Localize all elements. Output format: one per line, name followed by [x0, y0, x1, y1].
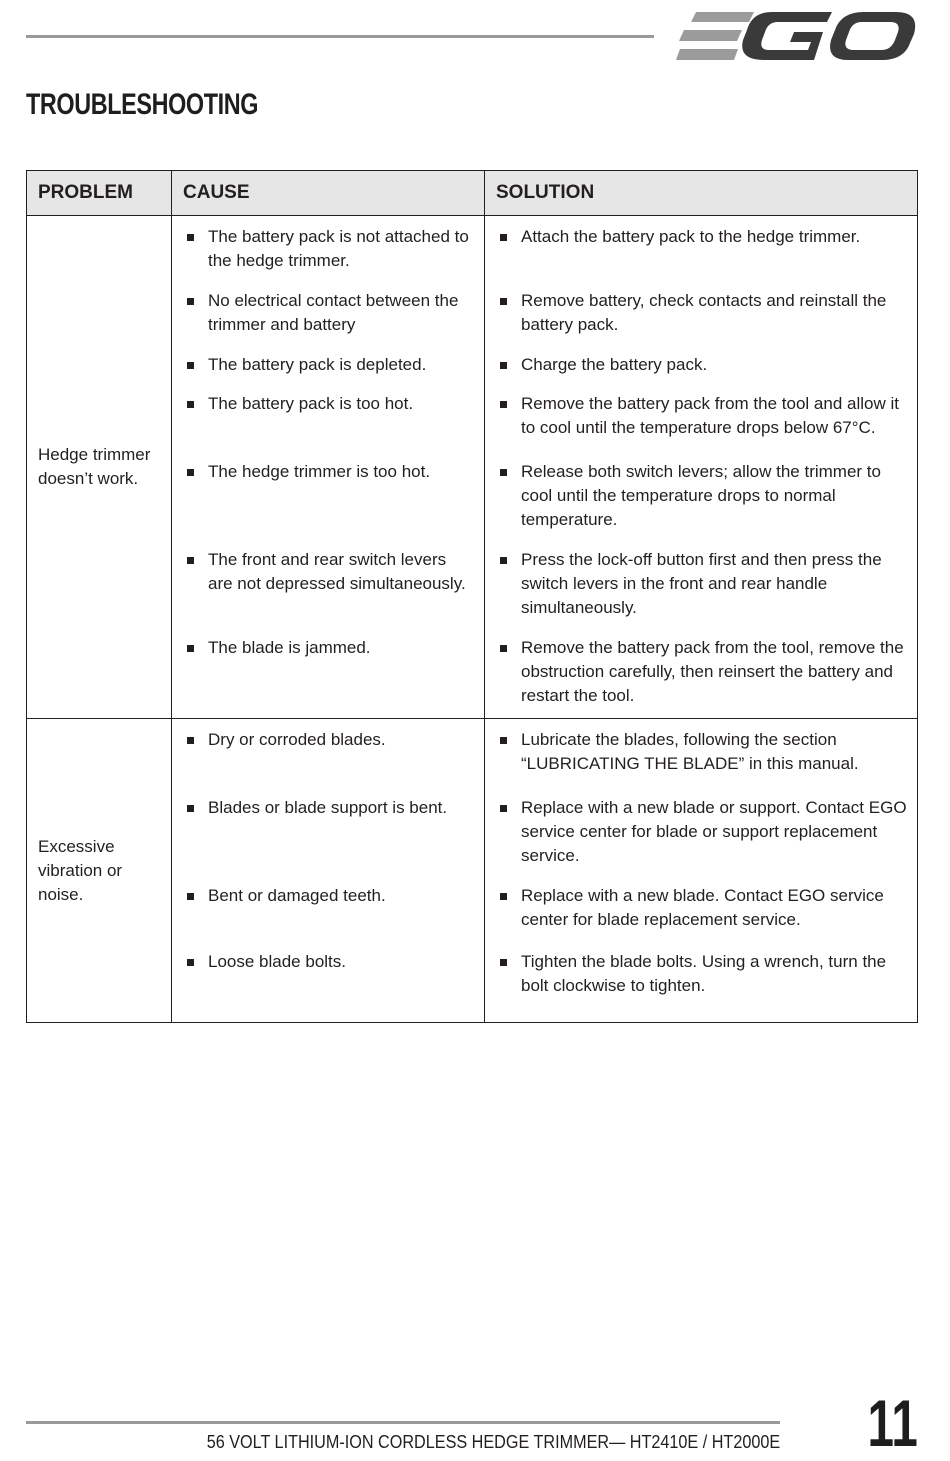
solution-cell: [485, 719, 918, 1023]
footer-rule: [26, 1421, 780, 1424]
bullet-icon: [500, 298, 507, 305]
cause-item: [185, 636, 474, 710]
solution-text: Remove the battery pack from the tool, remove the obstruction carefully, then reinsert the battery and restart the tool.: [521, 638, 904, 705]
bullet-icon: [187, 557, 194, 564]
solution-text: Remove the battery pack from the tool and allow it to cool until the temperature drops below 67°C.: [521, 394, 899, 437]
cause-text: The battery pack is too hot.: [208, 394, 414, 413]
cause-text: The hedge trimmer is too hot.: [208, 462, 431, 481]
cause-item: [185, 796, 474, 884]
bullet-icon: [187, 362, 194, 369]
solution-item: [498, 289, 907, 353]
cause-text: Dry or corroded blades.: [208, 730, 386, 749]
solution-item: [498, 636, 907, 710]
solution-text: Attach the battery pack to the hedge trimmer.: [521, 227, 861, 246]
cause-item: [185, 548, 474, 636]
solution-item: [498, 548, 907, 636]
solution-text: Press the lock-off button first and then press the switch levers in the front and rear handle simultaneously.: [521, 550, 882, 617]
table-row: [27, 216, 918, 719]
solution-item: [498, 796, 907, 884]
cause-text: Bent or damaged teeth.: [208, 886, 386, 905]
cause-item: [185, 392, 474, 460]
problem-cell: [27, 719, 172, 1023]
ego-logo: [676, 10, 916, 62]
solution-item: [498, 950, 907, 1014]
solution-item: [498, 353, 907, 392]
cause-item: [185, 950, 474, 1014]
problem-cell: [27, 216, 172, 719]
cause-cell: [172, 719, 485, 1023]
solution-text: Release both switch levers; allow the trimmer to cool until the temperature drops to normal temperature.: [521, 462, 881, 529]
cause-item: [185, 289, 474, 353]
bullet-icon: [187, 234, 194, 241]
cause-item: [185, 884, 474, 950]
bullet-icon: [187, 737, 194, 744]
solution-text: Lubricate the blades, following the section “LUBRICATING THE BLADE” in this manual.: [521, 730, 859, 773]
table-header-row: [27, 171, 918, 216]
header-solution: SOLUTION: [485, 171, 918, 216]
cause-text: Loose blade bolts.: [208, 952, 346, 971]
page-number: 11: [867, 1386, 918, 1460]
problem-text: Hedge trimmer doesn’t work.: [38, 445, 151, 488]
bullet-icon: [187, 298, 194, 305]
header-problem: PROBLEM: [27, 171, 172, 216]
bullet-icon: [187, 645, 194, 652]
bullet-icon: [187, 401, 194, 408]
cause-item: [185, 460, 474, 548]
cause-item: [185, 353, 474, 392]
bullet-icon: [500, 893, 507, 900]
bullet-icon: [500, 557, 507, 564]
cause-text: The blade is jammed.: [208, 638, 371, 657]
problem-text: Excessive vibration or noise.: [38, 836, 123, 904]
solution-item: [498, 728, 907, 796]
bullet-icon: [187, 469, 194, 476]
bullet-icon: [500, 737, 507, 744]
section-title: TROUBLESHOOTING: [26, 88, 259, 121]
solution-item: [498, 225, 907, 289]
cause-item: [185, 225, 474, 289]
cause-cell: [172, 216, 485, 719]
troubleshooting-table: [26, 170, 918, 1023]
solution-text: Charge the battery pack.: [521, 355, 708, 374]
bullet-icon: [500, 645, 507, 652]
solution-item: [498, 460, 907, 548]
bullet-icon: [187, 959, 194, 966]
footer-text: 56 VOLT LITHIUM-ION CORDLESS HEDGE TRIMMER— HT2410E / HT2000E: [206, 1432, 780, 1452]
header-rule: [26, 35, 654, 38]
cause-text: Blades or blade support is bent.: [208, 798, 448, 817]
cause-text: The battery pack is not attached to the hedge trimmer.: [208, 227, 469, 270]
solution-item: [498, 884, 907, 950]
header-cause: CAUSE: [172, 171, 485, 216]
bullet-icon: [500, 469, 507, 476]
cause-text: No electrical contact between the trimmer and battery: [208, 291, 459, 334]
cause-text: The battery pack is depleted.: [208, 355, 427, 374]
solution-item: [498, 392, 907, 460]
bullet-icon: [500, 362, 507, 369]
solution-text: Remove battery, check contacts and reinstall the battery pack.: [521, 291, 887, 334]
cause-item: [185, 728, 474, 796]
bullet-icon: [500, 959, 507, 966]
cause-text: The front and rear switch levers are not depressed simultaneously.: [208, 550, 466, 593]
bullet-icon: [500, 805, 507, 812]
solution-text: Replace with a new blade or support. Contact EGO service center for blade or support replacement service.: [521, 798, 907, 865]
bullet-icon: [187, 893, 194, 900]
solution-text: Tighten the blade bolts. Using a wrench, turn the bolt clockwise to tighten.: [521, 952, 887, 995]
bullet-icon: [500, 234, 507, 241]
solution-cell: [485, 216, 918, 719]
bullet-icon: [500, 401, 507, 408]
table-row: [27, 719, 918, 1023]
bullet-icon: [187, 805, 194, 812]
solution-text: Replace with a new blade. Contact EGO service center for blade replacement service.: [521, 886, 884, 929]
